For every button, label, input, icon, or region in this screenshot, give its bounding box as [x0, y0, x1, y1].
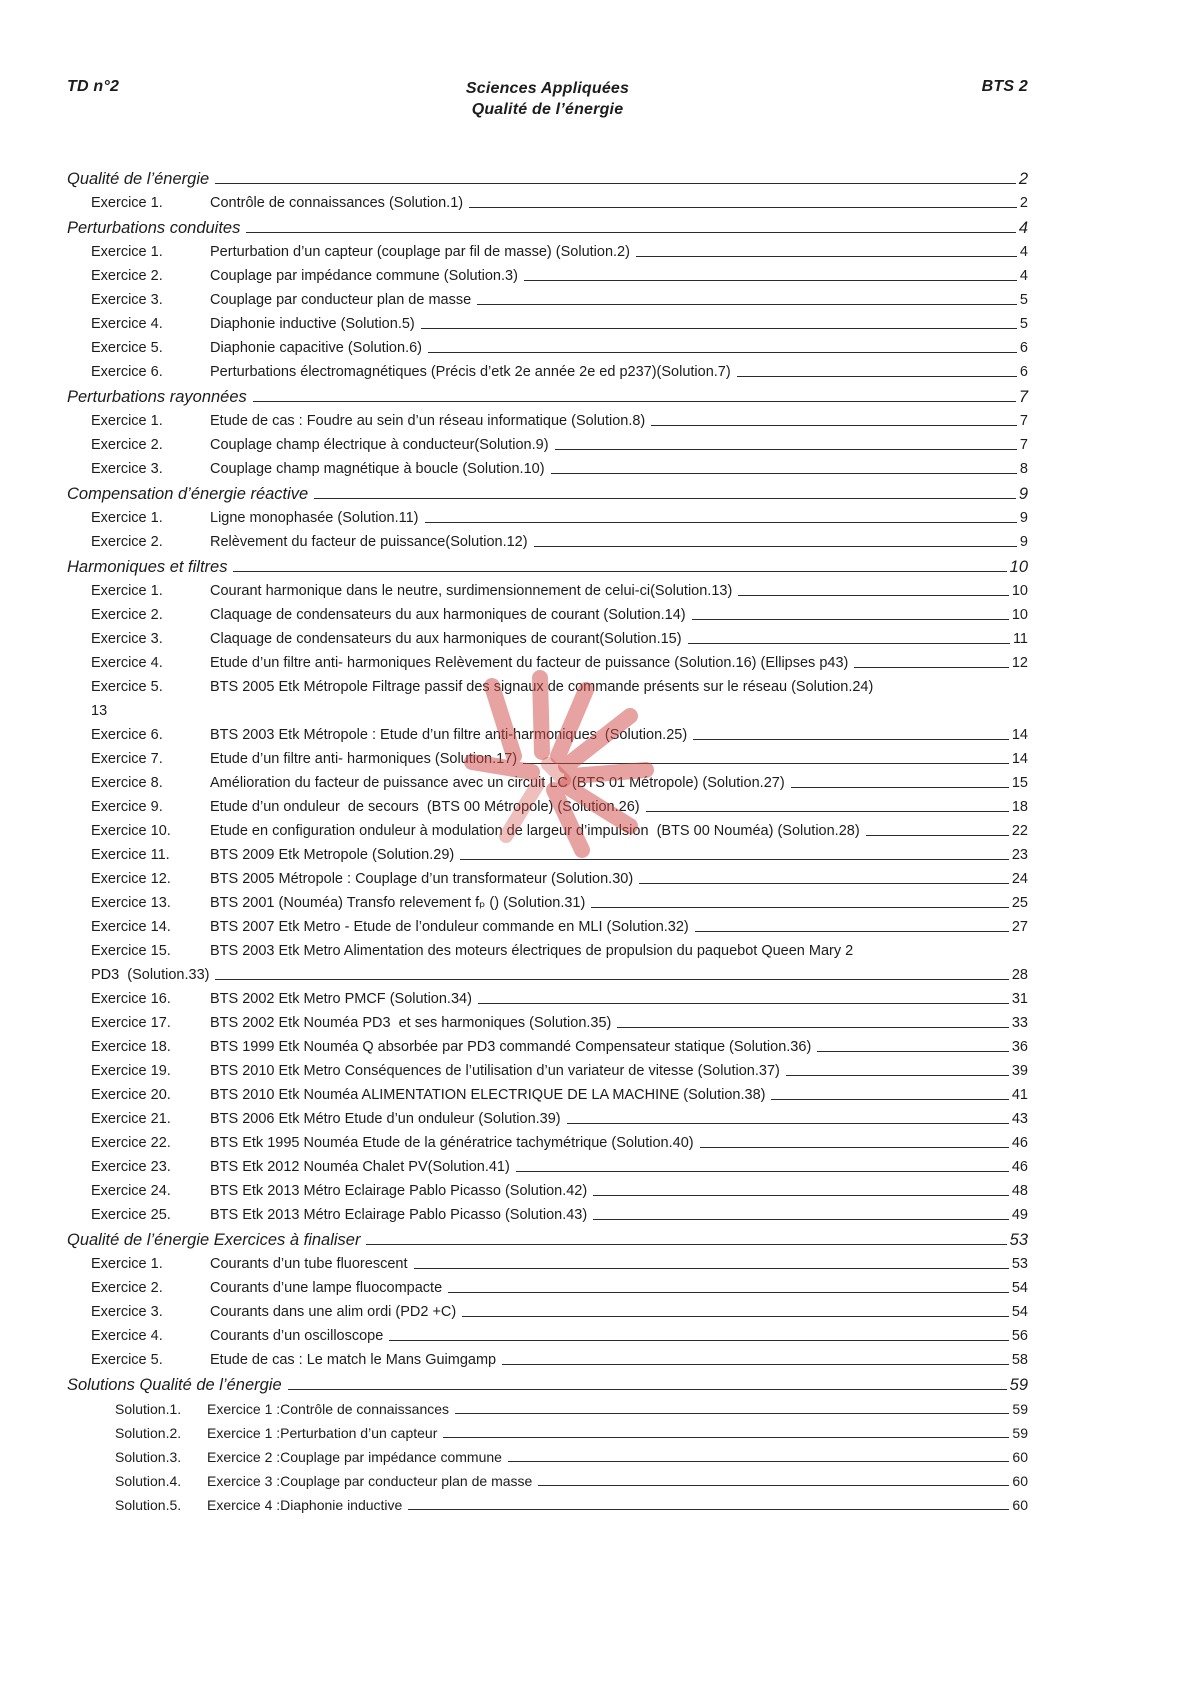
toc-entry-label: Exercice 2. [91, 607, 163, 623]
toc-entry-text: Courants d’un tube fluorescent [210, 1256, 408, 1272]
toc-entry[interactable] [91, 673, 1028, 697]
toc-page-number: 2 [1018, 170, 1028, 188]
toc-leader [478, 1003, 1009, 1004]
toc-entry-text: Qualité de l’énergie [67, 170, 210, 188]
toc-entry-text: BTS 2010 Etk Nouméa ALIMENTATION ELECTRIQUE DE LA MACHINE (Solution.38) [210, 1087, 766, 1103]
toc-entry-text: Claquage de condensateurs du aux harmoniques de courant(Solution.15) [210, 631, 682, 647]
toc-entry[interactable] [91, 262, 1028, 286]
toc-entry-label: Exercice 1. [91, 195, 163, 211]
toc-entry-label: Exercice 8. [91, 775, 163, 791]
toc-entry-label: Exercice 5. [91, 340, 163, 356]
toc-entry-text: Qualité de l’énergie Exercices à finaliser [67, 1231, 361, 1249]
toc-entry[interactable] [91, 601, 1028, 625]
toc-entry-label: Exercice 2. [91, 1280, 163, 1296]
toc-entry-label: Exercice 10. [91, 823, 171, 839]
toc-entry-label: Solution.4. [115, 1473, 182, 1489]
toc-entry-text: PD3 (Solution.33) [91, 967, 210, 983]
toc-entry-label: Exercice 2. [91, 534, 163, 550]
page-header [67, 78, 1028, 120]
toc-page-number: 6 [1019, 340, 1028, 356]
toc-entry-text: BTS 2002 Etk Nouméa PD3 et ses harmoniques (Solution.35) [210, 1015, 612, 1031]
toc-entry[interactable] [91, 1057, 1028, 1081]
toc-entry[interactable] [91, 407, 1028, 431]
toc-entry-label: Exercice 6. [91, 364, 163, 380]
toc-entry-text: Relèvement du facteur de puissance(Solution.12) [210, 534, 528, 550]
toc-entry-label: Solution.5. [115, 1497, 182, 1513]
toc-leader [646, 811, 1009, 812]
toc-page-number: 31 [1011, 991, 1028, 1007]
toc-page-number: 43 [1011, 1111, 1028, 1127]
toc-page-number: 33 [1011, 1015, 1028, 1031]
toc-leader [462, 1316, 1009, 1317]
toc-entry-text: Exercice 2 :Couplage par impédance commune [207, 1449, 502, 1465]
toc-entry-text: Contrôle de connaissances (Solution.1) [210, 195, 464, 211]
toc-entry[interactable] [91, 1105, 1028, 1129]
toc-entry[interactable] [91, 1346, 1028, 1370]
toc-entry-label: Exercice 13. [91, 895, 171, 911]
toc-entry-text: Courants dans une alim ordi (PD2 +C) [210, 1304, 457, 1320]
toc-page-number: 7 [1018, 388, 1028, 406]
toc-entry[interactable] [91, 1298, 1028, 1322]
toc-entry-text: Couplage par conducteur plan de masse [210, 292, 472, 308]
toc-section-entry[interactable] [67, 552, 1028, 577]
toc-entry-label: Exercice 20. [91, 1087, 171, 1103]
toc-entry[interactable] [91, 865, 1028, 889]
toc-entry[interactable] [91, 310, 1028, 334]
toc-page-number: 60 [1012, 1449, 1028, 1465]
toc-page-number: 58 [1011, 1352, 1028, 1368]
toc-leader [246, 232, 1015, 233]
toc-entry-label: Exercice 6. [91, 727, 163, 743]
toc-page-number: 25 [1011, 895, 1028, 911]
toc-entry-label: Exercice 14. [91, 919, 171, 935]
toc-leader [636, 256, 1017, 257]
toc-entry[interactable] [91, 1081, 1028, 1105]
toc-leader [233, 571, 1006, 572]
toc-page-number: 46 [1011, 1135, 1028, 1151]
toc-entry-label: Exercice 12. [91, 871, 171, 887]
toc-page-number: 12 [1011, 655, 1028, 671]
toc-leader [551, 473, 1017, 474]
toc-entry-label: Exercice 1. [91, 583, 163, 599]
toc-entry[interactable] [91, 1274, 1028, 1298]
toc-page-number: 2 [1019, 195, 1028, 211]
toc-entry-text: Couplage par impédance commune (Solution.3) [210, 268, 518, 284]
toc-page-number: 5 [1019, 316, 1028, 332]
toc-entry[interactable] [91, 1322, 1028, 1346]
toc-entry-text: BTS Etk 2013 Métro Eclairage Pablo Picasso (Solution.42) [210, 1183, 588, 1199]
toc-entry-text: Exercice 3 :Couplage par conducteur plan de masse [207, 1473, 533, 1489]
toc-entry[interactable] [115, 1467, 1028, 1491]
toc-entry-label: Solution.2. [115, 1425, 182, 1441]
toc-page-number: 14 [1011, 751, 1028, 767]
toc-page-number: 54 [1011, 1280, 1028, 1296]
toc-page-number: 5 [1019, 292, 1028, 308]
toc-page-number: 10 [1011, 607, 1028, 623]
toc-page-number: 48 [1011, 1183, 1028, 1199]
toc-entry[interactable] [91, 334, 1028, 358]
toc-entry-label: Exercice 2. [91, 437, 163, 453]
toc-leader [523, 763, 1009, 764]
toc-entry[interactable] [91, 793, 1028, 817]
toc-entry-text: BTS 2006 Etk Métro Etude d’un onduleur (Solution.39) [210, 1111, 561, 1127]
toc-entry-text: Etude en configuration onduleur à modulation de largeur d’impulsion (BTS 00 Nouméa) (Solution.28) [210, 823, 860, 839]
toc-entry-label: Exercice 1. [91, 413, 163, 429]
toc-entry-label: Exercice 16. [91, 991, 171, 1007]
toc-page-number: 15 [1011, 775, 1028, 791]
toc-leader [591, 907, 1009, 908]
toc-entry-text: Compensation d’énergie réactive [67, 485, 309, 503]
toc-entry-label: Exercice 18. [91, 1039, 171, 1055]
toc-entry[interactable] [91, 817, 1028, 841]
toc-page-number: 53 [1011, 1256, 1028, 1272]
toc-leader [866, 835, 1009, 836]
toc-entry-text: Exercice 4 :Diaphonie inductive [207, 1497, 403, 1513]
toc-entry-label: Exercice 22. [91, 1135, 171, 1151]
toc-entry-continuation[interactable] [91, 697, 1028, 721]
toc-entry-text: BTS Etk 2013 Métro Eclairage Pablo Picasso (Solution.43) [210, 1207, 588, 1223]
toc-entry[interactable] [91, 189, 1028, 213]
toc-entry-text: BTS 2003 Etk Metro Alimentation des moteurs électriques de propulsion du paquebot Queen Mary 2 [210, 943, 854, 959]
toc-section-entry[interactable] [67, 1370, 1028, 1395]
doc-title [466, 78, 629, 120]
toc-entry[interactable] [91, 1009, 1028, 1033]
toc-entry-text: BTS 2002 Etk Metro PMCF (Solution.34) [210, 991, 472, 1007]
toc-entry-text: Ligne monophasée (Solution.11) [210, 510, 419, 526]
toc-entry-text: BTS Etk 2012 Nouméa Chalet PV(Solution.41) [210, 1159, 510, 1175]
toc-page-number: 9 [1019, 534, 1028, 550]
toc-leader [389, 1340, 1009, 1341]
toc-page-number: 27 [1011, 919, 1028, 935]
toc-leader [425, 522, 1017, 523]
toc-entry-label: Exercice 5. [91, 679, 163, 695]
toc-entry-text: Etude de cas : Le match le Mans Guimgamp [210, 1352, 497, 1368]
toc-page-number: 11 [1012, 631, 1028, 647]
toc-leader [593, 1195, 1009, 1196]
toc-entry[interactable] [91, 1177, 1028, 1201]
toc-entry-label: Exercice 1. [91, 1256, 163, 1272]
toc-entry-continuation[interactable] [91, 961, 1028, 985]
toc-entry[interactable] [91, 1201, 1028, 1225]
toc-entry-label: Exercice 4. [91, 1328, 163, 1344]
toc-page-number: 41 [1011, 1087, 1028, 1103]
toc-section-entry[interactable] [67, 164, 1028, 189]
toc-leader [448, 1292, 1009, 1293]
toc-entry-text: Exercice 1 :Contrôle de connaissances [207, 1401, 450, 1417]
toc-page-number: 39 [1011, 1063, 1028, 1079]
toc-page-number: 13 [91, 703, 108, 719]
toc-entry-label: Exercice 21. [91, 1111, 171, 1127]
toc-entry-label: Exercice 7. [91, 751, 163, 767]
toc-entry-label: Exercice 9. [91, 799, 163, 815]
toc-leader [443, 1437, 1009, 1438]
toc-page-number: 46 [1011, 1159, 1028, 1175]
toc-page-number: 4 [1019, 268, 1028, 284]
toc-leader [508, 1461, 1009, 1462]
toc-page-number: 60 [1012, 1497, 1028, 1513]
toc-entry-label: Exercice 25. [91, 1207, 171, 1223]
toc-entry-text: Couplage champ électrique à conducteur(Solution.9) [210, 437, 549, 453]
toc-entry-label: Exercice 1. [91, 510, 163, 526]
toc-entry-text: Diaphonie capacitive (Solution.6) [210, 340, 422, 356]
toc-leader [534, 546, 1017, 547]
toc-entry-label: Solution.1. [115, 1401, 182, 1417]
toc-page-number: 9 [1019, 510, 1028, 526]
toc-entry-text: Claquage de condensateurs du aux harmoniques de courant (Solution.14) [210, 607, 686, 623]
toc-entry-text: BTS 2005 Métropole : Couplage d’un transformateur (Solution.30) [210, 871, 634, 887]
toc-leader [692, 619, 1009, 620]
toc-entry-label: Exercice 4. [91, 316, 163, 332]
toc-section-entry[interactable] [67, 1225, 1028, 1250]
toc-leader [695, 931, 1009, 932]
toc-entry-text: Perturbations conduites [67, 219, 241, 237]
toc-section-entry[interactable] [67, 479, 1028, 504]
toc-page-number: 10 [1011, 583, 1028, 599]
toc-entry-label: Solution.3. [115, 1449, 182, 1465]
toc-entry-text: Perturbation d’un capteur (couplage par fil de masse) (Solution.2) [210, 244, 630, 260]
toc-page-number: 53 [1009, 1231, 1028, 1249]
toc-entry-label: Exercice 1. [91, 244, 163, 260]
toc-entry[interactable] [91, 721, 1028, 745]
toc-leader [455, 1413, 1009, 1414]
toc-entry-text: BTS 1999 Etk Nouméa Q absorbée par PD3 commandé Compensateur statique (Solution.36) [210, 1039, 812, 1055]
toc-leader [538, 1485, 1009, 1486]
toc-entry[interactable] [91, 1033, 1028, 1057]
toc-entry[interactable] [115, 1395, 1028, 1419]
toc-entry[interactable] [91, 769, 1028, 793]
toc-entry-label: Exercice 4. [91, 655, 163, 671]
toc-entry-label: Exercice 23. [91, 1159, 171, 1175]
toc-leader [617, 1027, 1008, 1028]
toc-leader [555, 449, 1017, 450]
toc-entry-text: Diaphonie inductive (Solution.5) [210, 316, 415, 332]
toc-leader [428, 352, 1017, 353]
toc-entry-text: BTS 2007 Etk Metro - Etude de l’onduleur commande en MLI (Solution.32) [210, 919, 689, 935]
toc-entry-text: Perturbations électromagnétiques (Précis d’etk 2e année 2e ed p237)(Solution.7) [210, 364, 731, 380]
toc-entry-label: Exercice 17. [91, 1015, 171, 1031]
toc-page-number: 60 [1012, 1473, 1028, 1489]
toc-entry[interactable] [115, 1419, 1028, 1443]
toc-page-number: 59 [1012, 1401, 1028, 1417]
toc-entry[interactable] [91, 528, 1028, 552]
toc-leader [817, 1051, 1009, 1052]
toc-entry-text: BTS Etk 1995 Nouméa Etude de la génératrice tachymétrique (Solution.40) [210, 1135, 694, 1151]
course-label: BTS 2 [981, 78, 1028, 95]
toc-page-number: 9 [1018, 485, 1028, 503]
toc-leader [786, 1075, 1009, 1076]
toc-page-number: 24 [1011, 871, 1028, 887]
toc-entry[interactable] [91, 577, 1028, 601]
toc-entry-text: Etude d’un onduleur de secours (BTS 00 Métropole) (Solution.26) [210, 799, 640, 815]
toc-entry-label: Exercice 24. [91, 1183, 171, 1199]
toc-entry[interactable] [91, 649, 1028, 673]
toc-entry-label: Exercice 3. [91, 631, 163, 647]
toc-entry-label: Exercice 11. [91, 847, 170, 863]
toc-leader [477, 304, 1017, 305]
toc-entry[interactable] [91, 841, 1028, 865]
doc-ref: TD n°2 [67, 78, 120, 95]
toc-entry-label: Exercice 3. [91, 461, 163, 477]
toc-entry-text: BTS 2009 Etk Metropole (Solution.29) [210, 847, 455, 863]
toc-entry[interactable] [91, 455, 1028, 479]
toc-leader [771, 1099, 1008, 1100]
toc-section-entry[interactable] [67, 382, 1028, 407]
toc-entry-text: Exercice 1 :Perturbation d’un capteur [207, 1425, 438, 1441]
toc-page-number: 10 [1009, 558, 1028, 576]
toc-page-number: 7 [1019, 413, 1028, 429]
toc-page-number: 49 [1011, 1207, 1028, 1223]
toc-page-number: 54 [1011, 1304, 1028, 1320]
toc-leader [567, 1123, 1009, 1124]
toc-entry[interactable] [91, 1153, 1028, 1177]
toc-entry-text: Amélioration du facteur de puissance avec un circuit LC (BTS 01 Métropole) (Solution.27) [210, 775, 785, 791]
toc-entry-text: Harmoniques et filtres [67, 558, 228, 576]
doc-title-line1: Sciences Appliquées [465, 80, 630, 97]
toc-leader [421, 328, 1017, 329]
toc-leader [408, 1509, 1009, 1510]
toc-entry[interactable] [91, 937, 1028, 961]
toc-entry-text: BTS 2005 Etk Métropole Filtrage passif des signaux de commande présents sur le réseau (Solution.24) [210, 679, 874, 695]
toc-entry-text: Courant harmonique dans le neutre, surdimensionnement de celui-ci(Solution.13) [210, 583, 733, 599]
toc-entry-text: Couplage champ magnétique à boucle (Solution.10) [210, 461, 545, 477]
doc-title-line2: Qualité de l’énergie [471, 101, 624, 118]
toc-entry[interactable] [91, 985, 1028, 1009]
toc-page-number: 18 [1011, 799, 1028, 815]
toc-entry[interactable] [91, 625, 1028, 649]
toc-entry-label: Exercice 3. [91, 292, 163, 308]
toc-leader [700, 1147, 1009, 1148]
toc-leader [460, 859, 1009, 860]
toc-page-number: 14 [1011, 727, 1028, 743]
toc-leader [516, 1171, 1009, 1172]
toc-entry-text: Solutions Qualité de l’énergie [67, 1376, 282, 1394]
toc-entry[interactable] [115, 1491, 1028, 1515]
toc-leader [215, 183, 1016, 184]
toc-entry-text: Etude d’un filtre anti- harmoniques (Solution.17) [210, 751, 518, 767]
toc-entry-label: Exercice 5. [91, 1352, 163, 1368]
toc-page-number: 7 [1019, 437, 1028, 453]
toc-page-number: 23 [1011, 847, 1028, 863]
toc-page-number: 28 [1011, 967, 1028, 983]
toc-entry[interactable] [91, 913, 1028, 937]
toc-leader [593, 1219, 1009, 1220]
toc-entry-text: BTS 2001 (Nouméa) Transfo relevement fₚ () (Solution.31) [210, 895, 586, 911]
toc-entry[interactable] [91, 1250, 1028, 1274]
toc-entry-text: BTS 2010 Etk Metro Conséquences de l’utilisation d’un variateur de vitesse (Solution.37) [210, 1063, 780, 1079]
toc-leader [688, 643, 1010, 644]
toc-leader [791, 787, 1009, 788]
toc-page-number: 56 [1011, 1328, 1028, 1344]
toc-page-number: 4 [1018, 219, 1028, 237]
toc-page-number: 8 [1019, 461, 1028, 477]
toc-leader [502, 1364, 1009, 1365]
toc-page-number: 59 [1009, 1376, 1028, 1394]
table-of-contents [67, 164, 1028, 1515]
toc-leader [651, 425, 1017, 426]
toc-entry-text: Courants d’une lampe fluocompacte [210, 1280, 443, 1296]
toc-entry[interactable] [91, 1129, 1028, 1153]
toc-entry[interactable] [91, 238, 1028, 262]
toc-leader [215, 979, 1008, 980]
toc-entry-text: Perturbations rayonnées [67, 388, 247, 406]
toc-page-number: 36 [1011, 1039, 1028, 1055]
toc-entry-label: Exercice 3. [91, 1304, 163, 1320]
toc-entry[interactable] [91, 745, 1028, 769]
toc-leader [314, 498, 1016, 499]
toc-page-number: 22 [1011, 823, 1028, 839]
toc-leader [639, 883, 1009, 884]
toc-entry[interactable] [91, 431, 1028, 455]
toc-leader [469, 207, 1017, 208]
toc-page-number: 6 [1019, 364, 1028, 380]
toc-leader [253, 401, 1016, 402]
toc-entry-text: Courants d’un oscilloscope [210, 1328, 384, 1344]
toc-page-number: 4 [1019, 244, 1028, 260]
toc-entry-text: Etude d’un filtre anti- harmoniques Relèvement du facteur de puissance (Solution.16) (Ellipses p43) [210, 655, 849, 671]
toc-entry[interactable] [91, 889, 1028, 913]
toc-entry-label: Exercice 15. [91, 943, 171, 959]
toc-leader [366, 1244, 1006, 1245]
toc-leader [693, 739, 1009, 740]
toc-leader [738, 595, 1009, 596]
toc-entry[interactable] [115, 1443, 1028, 1467]
toc-entry[interactable] [91, 286, 1028, 310]
toc-leader [414, 1268, 1009, 1269]
toc-leader [288, 1389, 1007, 1390]
toc-leader [854, 667, 1009, 668]
toc-entry-label: Exercice 2. [91, 268, 163, 284]
toc-entry-label: Exercice 19. [91, 1063, 171, 1079]
toc-entry[interactable] [91, 504, 1028, 528]
toc-leader [524, 280, 1017, 281]
toc-leader [737, 376, 1017, 377]
toc-entry-text: Etude de cas : Foudre au sein d’un réseau informatique (Solution.8) [210, 413, 646, 429]
toc-section-entry[interactable] [67, 213, 1028, 238]
toc-page-number: 59 [1012, 1425, 1028, 1441]
toc-entry-text: BTS 2003 Etk Métropole : Etude d’un filtre anti-harmoniques (Solution.25) [210, 727, 688, 743]
toc-entry[interactable] [91, 358, 1028, 382]
